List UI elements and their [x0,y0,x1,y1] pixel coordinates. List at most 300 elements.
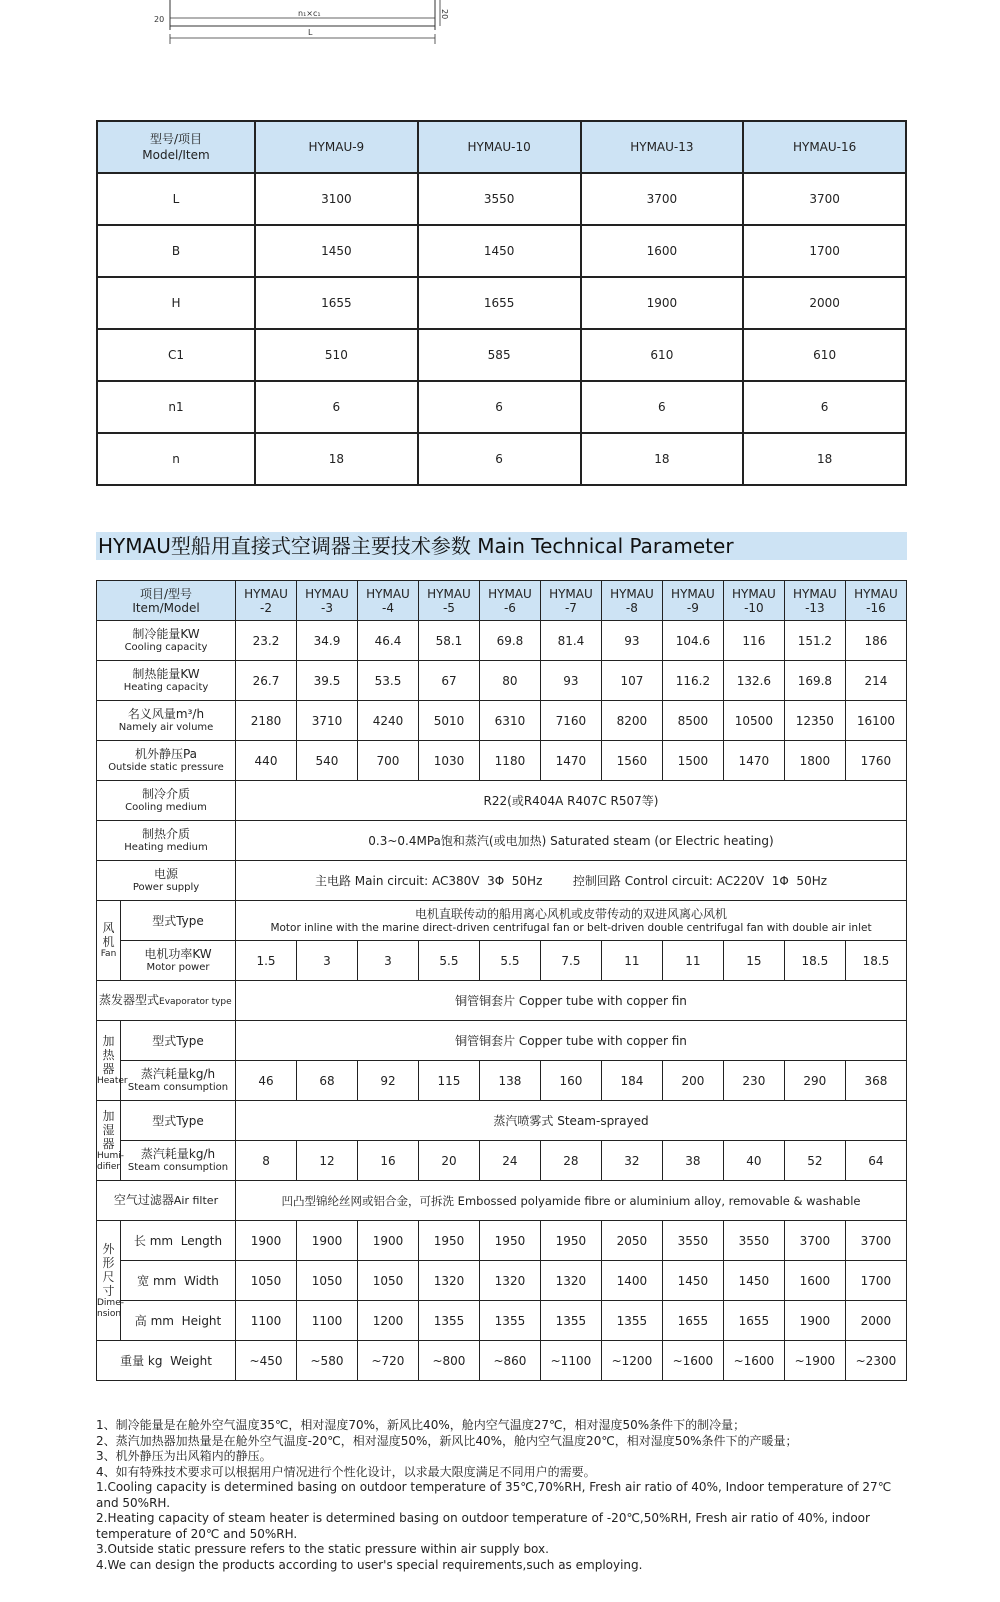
table-cell: 12 [297,1141,358,1181]
table-cell: 3700 [743,173,906,225]
table-cell: 11 [601,941,662,981]
table-cell: ~2300 [845,1341,906,1381]
table-cell: 93 [540,661,601,701]
model-name: HYMAU [610,586,654,601]
drawing-label-n1c1: n₁×c₁ [298,9,321,18]
table-cell: 1900 [357,1221,418,1261]
notes [96,1418,908,1573]
humidifier-group-label [97,1101,124,1181]
table-cell: 69.8 [479,621,540,661]
table-cell: 26.7 [236,661,297,701]
note-line: 3、机外静压为出风箱内的静压。 [96,1449,272,1463]
model-name: HYMAU [549,586,593,601]
table-cell: 3710 [297,701,358,741]
table-cell: ~860 [479,1341,540,1381]
fan-group-label [97,901,121,981]
row-label [97,781,236,821]
table-cell: 1355 [601,1301,662,1341]
table-cell: 2050 [601,1221,662,1261]
table-cell: 5.5 [479,941,540,981]
table-cell: 116.2 [662,661,723,701]
table-cell: 5.5 [418,941,479,981]
row-label [97,821,236,861]
note-line: 3.Outside static pressure refers to the static pressure within air supply box. [96,1542,549,1556]
row-label-en: Namely air volume [118,721,214,733]
table-row [97,381,906,433]
table-row [97,173,906,225]
table-cell: 2180 [236,701,297,741]
table-cell: 1950 [479,1221,540,1261]
row-label-en: Air filter [173,1194,219,1207]
table-cell: 510 [255,329,418,381]
row-label-zh: 蒸发器型式 [99,992,160,1007]
table-cell: 1100 [236,1301,297,1341]
table-cell: 3 [357,941,418,981]
row-label: L [97,173,255,225]
table-row [97,329,906,381]
row-label-en: Cooling capacity [124,641,208,653]
row-label-zh: 制冷介质 [142,786,191,801]
row-label: 长 mm Length [121,1221,236,1261]
table-cell: 184 [601,1061,662,1101]
table-cell: 1180 [479,741,540,781]
drawing-label-20-right: 20 [440,9,449,20]
row-label [97,861,236,901]
model-header [540,581,601,621]
note-line: 2、蒸汽加热器加热量是在舱外空气温度-20℃，相对湿度50%，新风比40%，舱内空气温度20℃，相对湿度50%条件下的产暖量； [96,1433,798,1448]
air-filter-value: 凹凸型锦纶丝网或铝合金，可拆洗 Embossed polyamide fibre or aluminium alloy, removable & washable [236,1181,907,1221]
row-label-en: Steam consumption [127,1081,229,1093]
table-cell: 6 [743,381,906,433]
row-label: 高 mm Height [121,1301,236,1341]
table-cell: 1700 [845,1261,906,1301]
table-cell: 1470 [723,741,784,781]
table-cell: 368 [845,1061,906,1101]
group-char: 热 [102,1048,115,1062]
table-cell: 1950 [540,1221,601,1261]
humidifier-type-value: 蒸汽喷雾式 Steam-sprayed [236,1101,907,1141]
note-line: 1、制冷能量是在舱外空气温度35℃，相对湿度70%，新风比40%，舱内空气温度27℃，相对湿度50%条件下的制冷量； [96,1418,746,1432]
table-cell: 40 [723,1141,784,1181]
group-label-en: Dime- [97,1297,124,1308]
row-label: 宽 mm Width [121,1261,236,1301]
table-cell: 10500 [723,701,784,741]
group-char: 寸 [102,1283,115,1298]
model-suffix: -13 [805,600,825,615]
table-cell: 1655 [255,277,418,329]
table-cell: 1200 [357,1301,418,1341]
table-cell: ~580 [297,1341,358,1381]
row-label [97,981,236,1021]
model-header [418,581,479,621]
model-suffix: -8 [625,600,638,615]
section-title: HYMAU型船用直接式空调器主要技术参数 Main Technical Parameter [96,532,907,560]
table-cell: 6310 [479,701,540,741]
group-label-en: Humi- [97,1150,124,1161]
table-cell: 1655 [662,1301,723,1341]
table-cell: 7160 [540,701,601,741]
table-cell: 81.4 [540,621,601,661]
table-row [97,1101,907,1141]
table-cell: 8200 [601,701,662,741]
table-row [97,901,907,941]
header-label-en: Model/Item [142,148,210,162]
model-header [357,581,418,621]
row-label-zh: 机外静压Pa [134,746,198,761]
row-label [97,1181,236,1221]
table-cell: 1355 [540,1301,601,1341]
table-cell: 39.5 [297,661,358,701]
row-label-zh: 制热能量KW [132,666,200,681]
table-cell: 93 [601,621,662,661]
table-cell: 1100 [297,1301,358,1341]
row-label-en: Heating capacity [123,681,209,693]
table-cell: 610 [581,329,744,381]
model-header [845,581,906,621]
group-char: 湿 [102,1122,115,1137]
table-cell: 68 [297,1061,358,1101]
row-label [97,621,236,661]
model-header [601,581,662,621]
table-cell: 1450 [255,225,418,277]
group-char: 机 [102,935,115,949]
table-cell: 12350 [784,701,845,741]
fan-type-value [236,901,907,941]
table-cell: 151.2 [784,621,845,661]
model-name: HYMAU [854,586,898,601]
table-cell: 32 [601,1141,662,1181]
row-label-zh: 制冷能量KW [132,626,200,641]
group-label-en: difier [97,1161,121,1172]
model-header: HYMAU-10 [418,121,581,173]
row-label-zh: 蒸汽耗量kg/h [140,1066,216,1081]
table-cell: ~1900 [784,1341,845,1381]
table-cell: 1900 [581,277,744,329]
table-row [97,941,907,981]
table-cell: ~1100 [540,1341,601,1381]
table-cell: 16100 [845,701,906,741]
table-row [97,621,907,661]
row-label-en: Power supply [132,881,200,893]
table-cell: 1600 [581,225,744,277]
table-row [97,781,907,821]
table-row [97,861,907,901]
table-cell: 440 [236,741,297,781]
row-label: C1 [97,329,255,381]
table-cell: 1900 [784,1301,845,1341]
row-label-en: Evaporator type [159,996,232,1007]
row-label-en: Motor power [146,961,210,973]
table-cell: 80 [479,661,540,701]
table-cell: 2000 [845,1301,906,1341]
model-header [236,581,297,621]
table-cell: 1900 [297,1221,358,1261]
table-cell: 58.1 [418,621,479,661]
model-suffix: -10 [744,600,764,615]
dimension-table [96,120,907,486]
row-label: 型式Type [121,1021,236,1061]
table-cell: 3550 [418,173,581,225]
table-cell: 11 [662,941,723,981]
row-label [97,701,236,741]
fan-type-en: Motor inline with the marine direct-driven centrifugal fan or belt-driven double centrifugal fan with double air inlet [270,921,872,934]
group-char: 外 [102,1241,115,1256]
model-suffix: -3 [321,600,333,615]
model-suffix: -7 [564,600,577,615]
table-cell: ~1600 [662,1341,723,1381]
row-label [121,1061,236,1101]
table-cell: ~720 [357,1341,418,1381]
model-name: HYMAU [488,586,532,601]
table-cell: 6 [418,433,581,485]
table-cell: 115 [418,1061,479,1101]
table-cell: 290 [784,1061,845,1101]
row-label-zh: 电源 [154,866,179,881]
model-name: HYMAU [244,586,288,601]
table-cell: 6 [418,381,581,433]
table-cell: 6 [255,381,418,433]
model-header: HYMAU-9 [255,121,418,173]
table-cell: 1470 [540,741,601,781]
table-cell: 1450 [418,225,581,277]
table-cell: 4240 [357,701,418,741]
table-row [97,1181,907,1221]
group-label-en: Heater [97,1076,128,1086]
table-cell: 1355 [479,1301,540,1341]
table-cell: 1950 [418,1221,479,1261]
table-cell: 46 [236,1061,297,1101]
model-name: HYMAU [732,586,776,601]
row-label-en: Cooling medium [125,801,207,813]
table-cell: 1050 [297,1261,358,1301]
dimension-group-label [97,1221,124,1341]
fan-type-zh: 电机直联传动的船用离心风机或皮带传动的双进风离心风机 [415,906,728,921]
table-row [97,1261,907,1301]
table-cell: 18 [581,433,744,485]
row-label-zh: 电机功率KW [144,946,212,961]
table-row [97,701,907,741]
table-row [97,433,906,485]
note-line: 4、如有特殊技术要求可以根据用户情况进行个性化设计，以求最大限度满足不同用户的需要。 [96,1464,596,1479]
heating-medium-value: 0.3~0.4MPa饱和蒸汽(或电加热) Saturated steam (or Electric heating) [236,821,907,861]
table-cell: 1560 [601,741,662,781]
table-row [97,1221,907,1261]
model-name: HYMAU [366,586,410,601]
table-cell: 230 [723,1061,784,1101]
table-cell: 1050 [236,1261,297,1301]
row-label-zh: 制热介质 [142,826,191,841]
row-label: B [97,225,255,277]
table-cell: 23.2 [236,621,297,661]
table-row [97,981,907,1021]
table-cell: 138 [479,1061,540,1101]
table-cell: ~1600 [723,1341,784,1381]
header-label-zh: 型号/项目 [149,132,203,146]
table-cell: 1050 [357,1261,418,1301]
table-cell: 3700 [581,173,744,225]
parameter-table [96,580,907,1381]
table-cell: 169.8 [784,661,845,701]
model-name: HYMAU [671,586,715,601]
table-cell: 34.9 [297,621,358,661]
group-char: 风 [102,921,115,935]
table-row [97,225,906,277]
table-cell: 107 [601,661,662,701]
table-cell: 53.5 [357,661,418,701]
heater-group-label [97,1021,128,1101]
table-cell: 214 [845,661,906,701]
group-label-en: nsion [97,1308,122,1319]
model-header: HYMAU-13 [581,121,744,173]
table-cell: 1655 [723,1301,784,1341]
row-label: 型式Type [121,901,236,941]
table-cell: 3700 [845,1221,906,1261]
table-cell: 186 [845,621,906,661]
parameter-header-label [97,581,236,621]
group-char: 器 [102,1062,115,1076]
row-label-en: Steam consumption [127,1161,229,1173]
table-cell: 20 [418,1141,479,1181]
model-name: HYMAU [793,586,837,601]
note-line: 1.Cooling capacity is determined basing on outdoor temperature of 35℃,70%RH, Fresh air ratio of 40%, Indoor temperature of 27℃ and 50%RH. [96,1480,892,1510]
model-suffix: -16 [866,600,886,615]
group-char: 器 [102,1136,115,1151]
table-cell: 24 [479,1141,540,1181]
row-label-zh: 空气过滤器 [113,1193,174,1207]
row-label [121,941,236,981]
table-row [97,661,907,701]
model-header: HYMAU-16 [743,121,906,173]
drawing-label-20-left: 20 [154,15,165,24]
table-cell: 52 [784,1141,845,1181]
drawing-label-L: L [308,28,313,37]
model-header [479,581,540,621]
table-cell: 610 [743,329,906,381]
table-cell: 1450 [723,1261,784,1301]
note-line: 4.We can design the products according to user's special requirements,such as employing. [96,1557,643,1572]
table-cell: 1900 [236,1221,297,1261]
table-cell: 3700 [784,1221,845,1261]
table-row [97,1341,907,1381]
group-char: 形 [102,1255,115,1270]
table-cell: 64 [845,1141,906,1181]
table-cell: 1760 [845,741,906,781]
table-cell: 3 [297,941,358,981]
header-label-en: Item/Model [132,600,200,615]
row-label: 型式Type [121,1101,236,1141]
table-cell: 1320 [418,1261,479,1301]
table-cell: 7.5 [540,941,601,981]
table-cell: 132.6 [723,661,784,701]
table-cell: 1355 [418,1301,479,1341]
group-char: 加 [102,1108,115,1123]
table-cell: 1700 [743,225,906,277]
table-cell: 1600 [784,1261,845,1301]
table-cell: 1500 [662,741,723,781]
table-cell: 46.4 [357,621,418,661]
table-row [97,741,907,781]
row-label: H [97,277,255,329]
table-cell: 200 [662,1061,723,1101]
model-suffix: -5 [442,600,455,615]
table-cell: 3550 [723,1221,784,1261]
table-cell: 116 [723,621,784,661]
table-row [97,1021,907,1061]
group-char: 加 [102,1034,115,1048]
note-line: 2.Heating capacity of steam heater is determined basing on outdoor temperature of -20℃,50%RH, Fresh air ratio of 40%, indoor temperature of 20℃ and 50%RH. [96,1511,870,1541]
table-cell: 16 [357,1141,418,1181]
table-cell: 18 [743,433,906,485]
model-header [784,581,845,621]
group-char: 尺 [102,1269,115,1284]
table-cell: 18 [255,433,418,485]
table-cell: 1655 [418,277,581,329]
table-cell: ~450 [236,1341,297,1381]
row-label [97,661,236,701]
table-cell: 8500 [662,701,723,741]
table-row [97,277,906,329]
table-cell: 8 [236,1141,297,1181]
power-supply-value: 主电路 Main circuit: AC380V 3Φ 50Hz 控制回路 Control circuit: AC220V 1Φ 50Hz [236,861,907,901]
dimension-header-label [97,121,255,173]
dimension-table-header [97,121,906,173]
table-row [97,1301,907,1341]
model-header [723,581,784,621]
table-cell: 6 [581,381,744,433]
model-name: HYMAU [427,586,471,601]
row-label [121,1141,236,1181]
cooling-medium-value: R22(或R404A R407C R507等) [236,781,907,821]
table-cell: 585 [418,329,581,381]
row-label [97,741,236,781]
table-cell: 1400 [601,1261,662,1301]
model-header [297,581,358,621]
model-name: HYMAU [305,586,349,601]
table-cell: 1030 [418,741,479,781]
table-cell: 3100 [255,173,418,225]
table-cell: 28 [540,1141,601,1181]
row-label: 重量 kg Weight [97,1341,236,1381]
group-label-en: Fan [100,949,117,959]
header-label-zh: 项目/型号 [139,586,193,601]
table-cell: ~1200 [601,1341,662,1381]
table-cell: 5010 [418,701,479,741]
table-cell: 67 [418,661,479,701]
parameter-table-header [97,581,907,621]
table-cell: 18.5 [784,941,845,981]
table-cell: 18.5 [845,941,906,981]
table-row [97,1061,907,1101]
model-suffix: -2 [260,600,272,615]
model-suffix: -9 [686,600,699,615]
model-suffix: -4 [381,600,394,615]
table-cell: 92 [357,1061,418,1101]
table-row [97,1141,907,1181]
model-header [662,581,723,621]
table-cell: 160 [540,1061,601,1101]
table-cell: 104.6 [662,621,723,661]
table-cell: 1320 [479,1261,540,1301]
dimension-drawing [140,0,460,48]
table-cell: 540 [297,741,358,781]
table-cell: 1.5 [236,941,297,981]
model-suffix: -6 [503,600,516,615]
evaporator-value: 铜管铜套片 Copper tube with copper fin [236,981,907,1021]
row-label-en: Heating medium [124,841,208,853]
table-cell: 1800 [784,741,845,781]
row-label-zh: 名义风量m³/h [127,706,205,721]
row-label-zh: 蒸汽耗量kg/h [140,1146,216,1161]
